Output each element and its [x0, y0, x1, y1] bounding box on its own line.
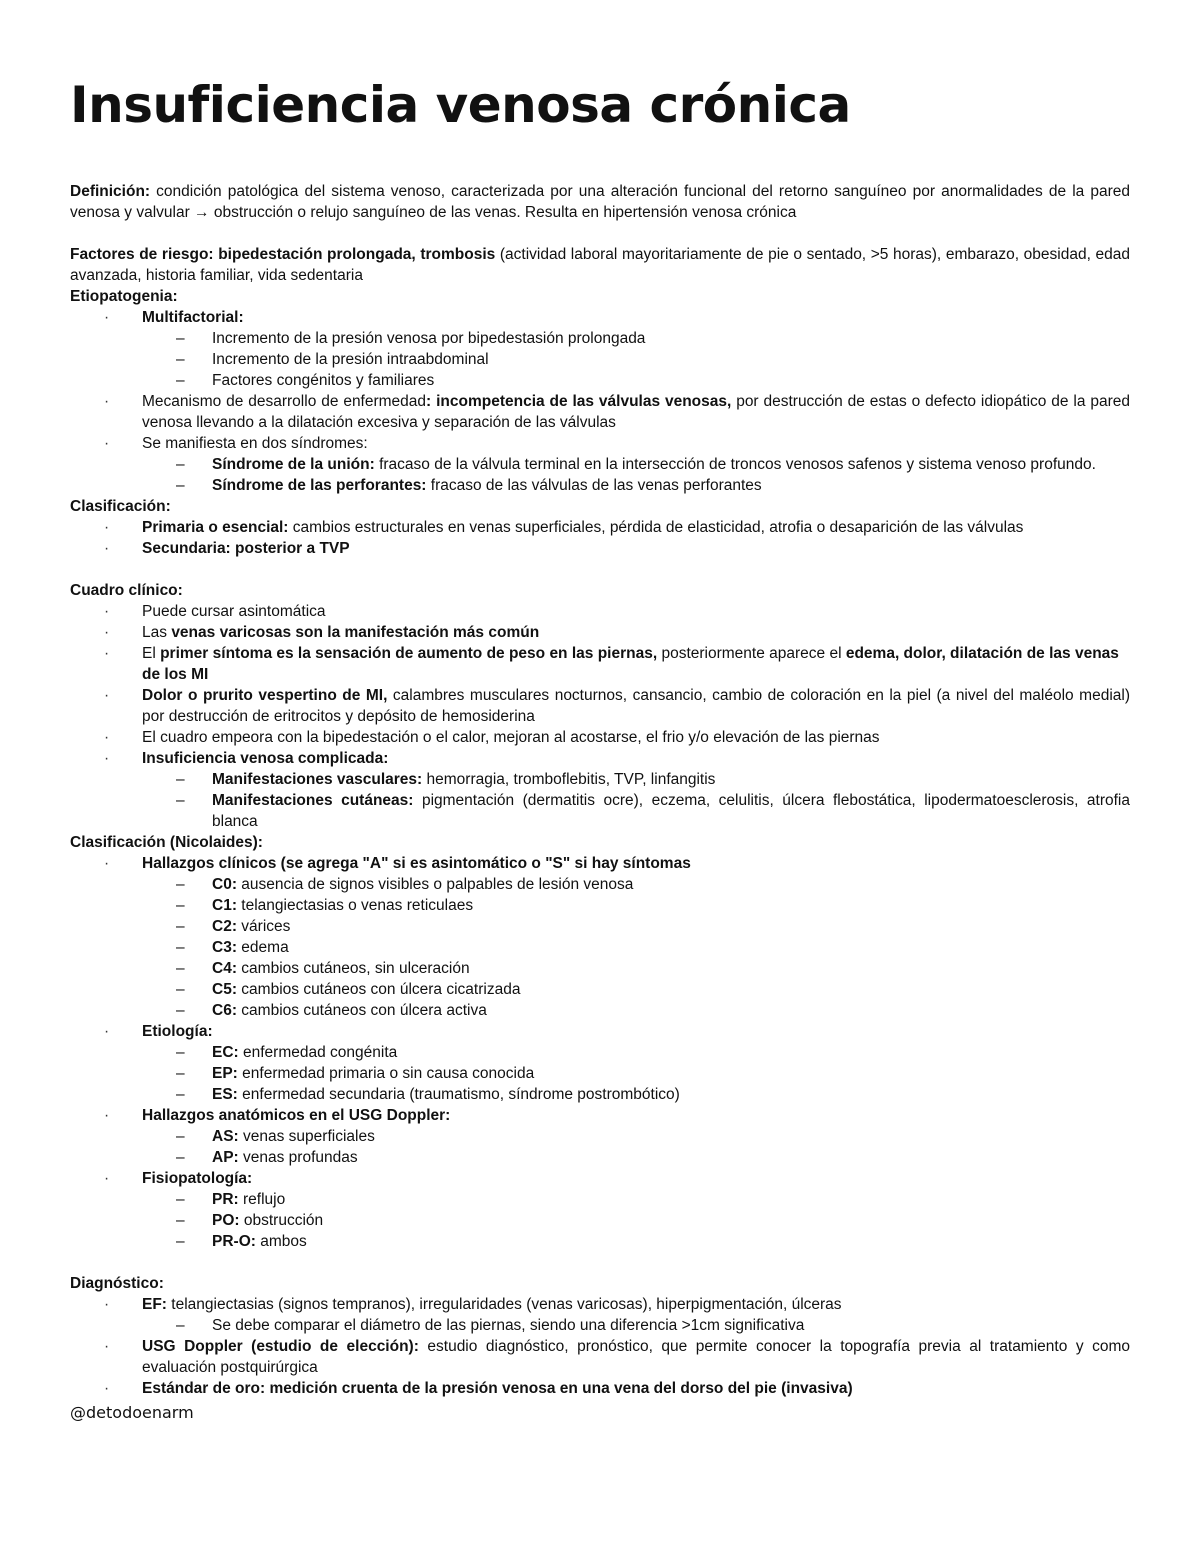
- list-subitem: [70, 937, 1130, 958]
- list-item: [70, 1378, 1130, 1399]
- list-subitem: [70, 1126, 1130, 1147]
- code-label: PR-O:: [212, 1233, 256, 1250]
- primaria-label: Primaria o esencial:: [142, 519, 289, 536]
- cutaneous-text: pigmentación (dermatitis ocre), eczema, celulitis, úlcera flebostática, lipodermatoesclerosis, atrofia blanca: [212, 792, 1130, 830]
- section-cuadro-clinico: Cuadro clínico:: [70, 582, 183, 599]
- multifactorial-label: Multifactorial:: [142, 309, 244, 326]
- ef-label: EF:: [142, 1296, 167, 1313]
- section-clasificacion: Clasificación:: [70, 498, 171, 515]
- list-item: · Puede cursar asintomática: [70, 601, 1130, 622]
- gold-standard: Estándar de oro: medición cruenta de la presión venosa en una vena del dorso del pie (invasiva): [142, 1380, 853, 1397]
- list-item: [70, 1336, 1130, 1378]
- mechanism-bold: : incompetencia de las válvulas venosas,: [426, 393, 732, 410]
- list-item: [70, 643, 1130, 685]
- list-subitem: – Incremento de la presión intraabdominal: [70, 349, 1130, 370]
- code-text: cambios cutáneos con úlcera cicatrizada: [236, 981, 521, 998]
- fisiopatologia-label: Fisiopatología:: [142, 1170, 253, 1187]
- item-text: calambres musculares nocturnos, cansancio, cambio de coloración en la piel (a nivel del maléolo medial) por destrucción de eritrocitos y depósito de hemosiderina: [142, 687, 1131, 725]
- code-text: venas profundas: [238, 1149, 358, 1166]
- item-bold: edema, dolor, dilatación de las venas de los MI: [142, 645, 1119, 683]
- list-subitem: [70, 454, 1130, 475]
- cuadro-list: [70, 601, 1130, 832]
- document-page: [70, 78, 1130, 1425]
- union-label: Síndrome de la unión:: [212, 456, 375, 473]
- list-item: [70, 1294, 1130, 1315]
- code-label: AS:: [212, 1128, 239, 1145]
- code-text: reflujo: [238, 1191, 286, 1208]
- code-text: ambos: [255, 1233, 307, 1250]
- vascular-text: hemorragia, tromboflebitis, TVP, linfangitis: [422, 771, 716, 788]
- clasificacion-list: [70, 517, 1130, 559]
- vascular-label: Manifestaciones vasculares:: [212, 771, 423, 788]
- list-subitem: [70, 1189, 1130, 1210]
- code-label: ES:: [212, 1086, 238, 1103]
- perforantes-text: fracaso de las válvulas de las venas perforantes: [426, 477, 762, 494]
- item-bold: Dolor o prurito vespertino de MI,: [142, 687, 388, 704]
- code-text: enfermedad congénita: [238, 1044, 398, 1061]
- code-label: C3:: [212, 939, 237, 956]
- section-nicolaides: Clasificación (Nicolaides):: [70, 834, 263, 851]
- list-item: [70, 538, 1130, 559]
- list-item: [70, 685, 1130, 727]
- list-item: [70, 517, 1130, 538]
- list-subitem: [70, 1147, 1130, 1168]
- list-subitem: [70, 916, 1130, 937]
- list-subitem: [70, 1210, 1130, 1231]
- etiopatogenia-list: [70, 307, 1130, 496]
- list-item: [70, 307, 1130, 328]
- list-subitem: [70, 1084, 1130, 1105]
- risk-factors-text: (actividad laboral mayoritariamente de pie o sentado, >5 horas), embarazo, obesidad, edad avanzada, historia familiar, vida sedentaria: [70, 246, 1130, 284]
- hallazgos-label: Hallazgos clínicos (se agrega "A" si es asintomático o "S" si hay síntomas: [142, 855, 691, 872]
- definition-paragraph: [70, 181, 1130, 223]
- code-label: C5:: [212, 981, 237, 998]
- code-text: ausencia de signos visibles o palpables de lesión venosa: [236, 876, 634, 893]
- definition-label: Definición:: [70, 183, 151, 200]
- code-label: C6:: [212, 1002, 237, 1019]
- diagnostico-list: [70, 1294, 1130, 1399]
- footer-handle: @detodoenarm: [70, 1403, 194, 1422]
- mechanism-text: Mecanismo de desarrollo de enfermedad: [142, 393, 427, 410]
- list-item: [70, 1105, 1130, 1126]
- risk-factors-paragraph: [70, 244, 1130, 286]
- code-text: obstrucción: [239, 1212, 324, 1229]
- code-text: enfermedad secundaria (traumatismo, síndrome postrombótico): [237, 1086, 680, 1103]
- list-item: [70, 1021, 1130, 1042]
- page-title: Insuficiencia venosa crónica: [70, 76, 851, 134]
- code-label: EC:: [212, 1044, 239, 1061]
- list-subitem: [70, 475, 1130, 496]
- union-text: fracaso de la válvula terminal en la intersección de troncos venosos safenos y sistema venoso profundo.: [374, 456, 1096, 473]
- code-text: várices: [236, 918, 291, 935]
- code-text: cambios cutáneos, sin ulceración: [236, 960, 470, 977]
- code-text: cambios cutáneos con úlcera activa: [236, 1002, 487, 1019]
- code-text: telangiectasias o venas reticulaes: [236, 897, 474, 914]
- section-etiopatogenia: Etiopatogenia:: [70, 288, 178, 305]
- item-bold: venas varicosas son la manifestación más común: [171, 624, 540, 641]
- code-text: edema: [236, 939, 289, 956]
- cutaneous-label: Manifestaciones cutáneas:: [212, 792, 414, 809]
- secundaria-label: Secundaria: posterior a TVP: [142, 540, 350, 557]
- mechanism-detail: por destrucción de estas o defecto idiopático de la pared venosa llevando a la dilatación excesiva y separación de las válvulas: [142, 393, 1130, 431]
- perforantes-label: Síndrome de las perforantes:: [212, 477, 427, 494]
- code-label: C0:: [212, 876, 237, 893]
- list-subitem: [70, 1231, 1130, 1252]
- etiologia-label: Etiología:: [142, 1023, 213, 1040]
- list-subitem: [70, 790, 1130, 832]
- list-item: [70, 853, 1130, 874]
- code-label: C2:: [212, 918, 237, 935]
- list-subitem: [70, 895, 1130, 916]
- code-label: AP:: [212, 1149, 239, 1166]
- section-diagnostico: Diagnóstico:: [70, 1275, 164, 1292]
- list-item: [70, 391, 1130, 433]
- list-subitem: [70, 874, 1130, 895]
- list-item: [70, 748, 1130, 769]
- list-item: · El cuadro empeora con la bipedestación o el calor, mejoran al acostarse, el frio y/o elevación de las piernas: [70, 727, 1130, 748]
- list-subitem: – Factores congénitos y familiares: [70, 370, 1130, 391]
- code-text: venas superficiales: [238, 1128, 375, 1145]
- code-label: PO:: [212, 1212, 240, 1229]
- item-text: Las: [142, 624, 172, 641]
- list-subitem: [70, 979, 1130, 1000]
- item-bold: primer síntoma es la sensación de aumento de peso en las piernas,: [160, 645, 658, 662]
- list-subitem: [70, 769, 1130, 790]
- code-label: C1:: [212, 897, 237, 914]
- code-label: EP:: [212, 1065, 238, 1082]
- list-subitem: [70, 1000, 1130, 1021]
- item-text: posteriormente aparece el: [657, 645, 846, 662]
- usg-label: USG Doppler (estudio de elección):: [142, 1338, 419, 1355]
- item-text: El: [142, 645, 161, 662]
- code-text: enfermedad primaria o sin causa conocida: [237, 1065, 535, 1082]
- list-item: [70, 1168, 1130, 1189]
- list-subitem: [70, 1042, 1130, 1063]
- primaria-text: cambios estructurales en venas superficiales, pérdida de elasticidad, atrofia o desaparición de las válvulas: [288, 519, 1024, 536]
- usg-text: estudio diagnóstico, pronóstico, que permite conocer la topografía previa al tratamiento y como evaluación postquirúrgica: [142, 1338, 1130, 1376]
- risk-factors-label: Factores de riesgo: bipedestación prolongada, trombosis: [70, 246, 496, 263]
- list-subitem: [70, 958, 1130, 979]
- list-subitem: – Incremento de la presión venosa por bipedestasión prolongada: [70, 328, 1130, 349]
- nicolaides-list: [70, 853, 1130, 1252]
- code-label: PR:: [212, 1191, 239, 1208]
- item-bold: Insuficiencia venosa complicada:: [142, 750, 389, 767]
- list-item: · Se manifiesta en dos síndromes:: [70, 433, 1130, 454]
- list-subitem: [70, 1063, 1130, 1084]
- code-label: C4:: [212, 960, 237, 977]
- ef-text: telangiectasias (signos tempranos), irregularidades (venas varicosas), hiperpigmentación, úlceras: [166, 1296, 842, 1313]
- definition-text: condición patológica del sistema venoso, caracterizada por una alteración funcional del retorno sanguíneo por anormalidades de la pared venosa y valvular → obstrucción o relujo sanguíneo de las venas. Resulta en hipertensión venosa crónica: [70, 183, 1130, 221]
- list-item: [70, 622, 1130, 643]
- list-subitem: – Se debe comparar el diámetro de las piernas, siendo una diferencia >1cm significativa: [70, 1315, 1130, 1336]
- anatomicos-label: Hallazgos anatómicos en el USG Doppler:: [142, 1107, 451, 1124]
